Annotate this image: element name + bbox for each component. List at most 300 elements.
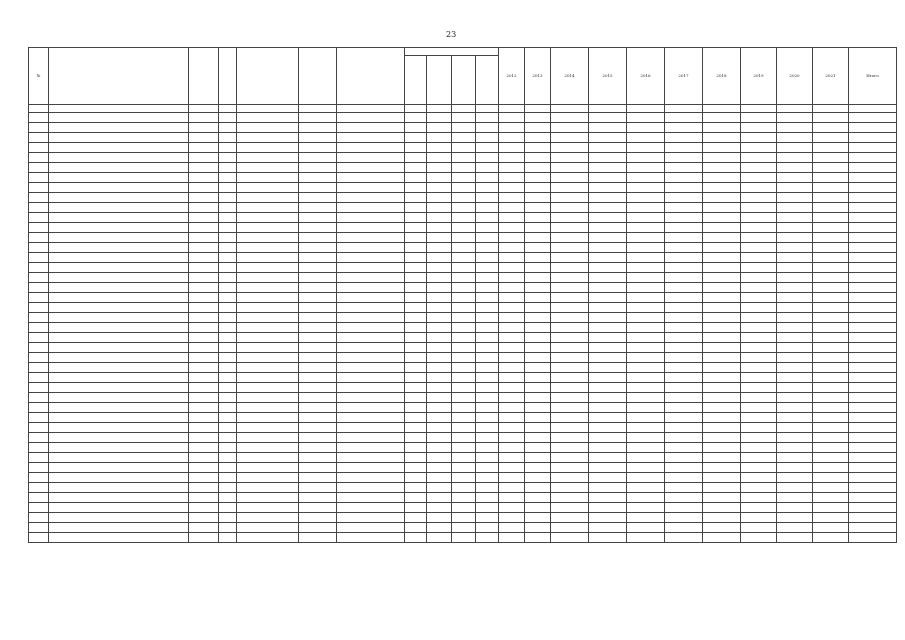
table-cell <box>777 133 813 143</box>
table-cell <box>405 253 427 263</box>
table-cell <box>703 213 741 223</box>
table-cell <box>452 413 476 423</box>
table-cell <box>427 453 452 463</box>
table-cell <box>551 413 589 423</box>
table-cell <box>405 203 427 213</box>
table-cell <box>337 473 405 483</box>
table-cell <box>299 223 337 233</box>
table-cell <box>405 383 427 393</box>
table-cell <box>849 113 897 123</box>
table-cell <box>703 143 741 153</box>
table-cell <box>299 143 337 153</box>
table-cell <box>299 163 337 173</box>
table-cell <box>551 143 589 153</box>
table-cell <box>427 513 452 523</box>
table-cell <box>777 143 813 153</box>
table-cell <box>849 333 897 343</box>
table-cell <box>849 313 897 323</box>
table-cell <box>189 463 219 473</box>
table-cell <box>777 293 813 303</box>
table-cell <box>337 203 405 213</box>
header-cell-year: 2013 <box>525 48 551 105</box>
table-cell <box>499 173 525 183</box>
table-cell <box>299 303 337 313</box>
table-row <box>29 363 897 373</box>
table-cell <box>741 193 777 203</box>
table-cell <box>337 143 405 153</box>
table-row <box>29 113 897 123</box>
table-cell <box>299 173 337 183</box>
table-cell <box>405 223 427 233</box>
table-cell <box>427 333 452 343</box>
table-cell <box>219 533 237 543</box>
table-cell <box>189 133 219 143</box>
table-cell <box>337 333 405 343</box>
table-cell <box>219 283 237 293</box>
table-cell <box>551 223 589 233</box>
table-cell <box>427 183 452 193</box>
table-cell <box>189 153 219 163</box>
table-cell <box>189 193 219 203</box>
table-cell <box>665 513 703 523</box>
table-cell <box>589 193 627 203</box>
table-cell <box>627 403 665 413</box>
table-cell <box>427 413 452 423</box>
table-cell <box>499 163 525 173</box>
table-cell <box>551 373 589 383</box>
table-cell <box>849 133 897 143</box>
table-cell <box>237 393 299 403</box>
table-cell <box>551 313 589 323</box>
table-row <box>29 463 897 473</box>
table-row <box>29 143 897 153</box>
table-cell <box>337 313 405 323</box>
table-cell <box>189 283 219 293</box>
table-cell <box>589 333 627 343</box>
table-cell <box>405 273 427 283</box>
table-cell <box>427 403 452 413</box>
table-cell <box>665 303 703 313</box>
table-cell <box>337 123 405 133</box>
table-cell <box>551 323 589 333</box>
table-cell <box>741 513 777 523</box>
table-cell <box>427 203 452 213</box>
table-cell <box>589 513 627 523</box>
table-cell <box>476 403 499 413</box>
table-cell <box>589 283 627 293</box>
table-cell <box>299 373 337 383</box>
table-row <box>29 413 897 423</box>
table-cell <box>777 443 813 453</box>
table-cell <box>219 183 237 193</box>
table-cell <box>665 463 703 473</box>
table-cell <box>665 213 703 223</box>
table-cell <box>49 363 189 373</box>
table-cell <box>452 273 476 283</box>
table-cell <box>777 503 813 513</box>
table-cell <box>405 423 427 433</box>
table-cell <box>237 463 299 473</box>
table-cell <box>405 183 427 193</box>
table-cell <box>627 293 665 303</box>
table-cell <box>299 403 337 413</box>
table-cell <box>551 443 589 453</box>
table-cell <box>405 433 427 443</box>
table-cell <box>49 283 189 293</box>
table-cell <box>49 223 189 233</box>
table-cell <box>299 383 337 393</box>
table-cell <box>849 233 897 243</box>
table-cell <box>499 213 525 223</box>
table-cell <box>499 373 525 383</box>
table-cell <box>849 383 897 393</box>
header-cell-codes <box>405 48 499 56</box>
table-cell <box>849 523 897 533</box>
table-cell <box>551 273 589 283</box>
table-cell <box>499 293 525 303</box>
table-cell <box>427 443 452 453</box>
table-cell <box>299 153 337 163</box>
table-cell <box>777 263 813 273</box>
table-cell <box>49 173 189 183</box>
table-cell <box>452 443 476 453</box>
table-cell <box>499 113 525 123</box>
table-cell <box>551 363 589 373</box>
table-cell <box>299 433 337 443</box>
table-cell <box>427 283 452 293</box>
table-cell <box>219 453 237 463</box>
table-cell <box>299 183 337 193</box>
table-cell <box>29 133 49 143</box>
table-cell <box>189 473 219 483</box>
table-cell <box>499 353 525 363</box>
table-cell <box>189 113 219 123</box>
table-cell <box>741 403 777 413</box>
table-cell <box>589 183 627 193</box>
table-cell <box>525 423 551 433</box>
table-cell <box>476 263 499 273</box>
table-row <box>29 333 897 343</box>
table-cell <box>219 443 237 453</box>
table-cell <box>337 373 405 383</box>
table-cell <box>476 483 499 493</box>
table-cell <box>589 163 627 173</box>
table-cell <box>499 503 525 513</box>
table-cell <box>29 493 49 503</box>
table-cell <box>703 283 741 293</box>
table-cell <box>405 473 427 483</box>
header-cell <box>405 105 427 113</box>
table-row <box>29 233 897 243</box>
table-cell <box>525 503 551 513</box>
table-cell <box>476 443 499 453</box>
table-cell <box>665 473 703 483</box>
table-cell <box>499 153 525 163</box>
table-cell <box>29 343 49 353</box>
table-cell <box>476 293 499 303</box>
table-cell <box>525 253 551 263</box>
table-cell <box>777 273 813 283</box>
table-cell <box>427 163 452 173</box>
table-cell <box>219 263 237 273</box>
table-cell <box>525 263 551 273</box>
table-cell <box>189 213 219 223</box>
table-cell <box>219 243 237 253</box>
table-cell <box>813 133 849 143</box>
table-cell <box>189 243 219 253</box>
table-cell <box>499 513 525 523</box>
table-cell <box>627 313 665 323</box>
table-cell <box>299 453 337 463</box>
table-cell <box>813 493 849 503</box>
table-cell <box>499 483 525 493</box>
table-cell <box>476 513 499 523</box>
table-cell <box>665 393 703 403</box>
table-row <box>29 513 897 523</box>
table-cell <box>337 533 405 543</box>
table-cell <box>29 423 49 433</box>
table-cell <box>525 313 551 323</box>
table-cell <box>665 163 703 173</box>
table-cell <box>525 273 551 283</box>
table-cell <box>499 493 525 503</box>
table-cell <box>427 193 452 203</box>
header-cell <box>219 105 237 113</box>
table-cell <box>452 353 476 363</box>
table-cell <box>703 163 741 173</box>
table-cell <box>189 533 219 543</box>
table-cell <box>452 393 476 403</box>
table-cell <box>452 283 476 293</box>
table-cell <box>813 503 849 513</box>
table-cell <box>741 253 777 263</box>
table-cell <box>189 403 219 413</box>
table-cell <box>499 273 525 283</box>
table-cell <box>589 303 627 313</box>
table-cell <box>337 193 405 203</box>
table-cell <box>551 113 589 123</box>
table-cell <box>337 403 405 413</box>
table-cell <box>813 323 849 333</box>
table-cell <box>777 333 813 343</box>
table-cell <box>452 213 476 223</box>
table-cell <box>237 293 299 303</box>
table-cell <box>29 283 49 293</box>
table-cell <box>337 353 405 363</box>
table-cell <box>499 453 525 463</box>
table-cell <box>551 253 589 263</box>
table-cell <box>49 133 189 143</box>
table-cell <box>589 243 627 253</box>
table-cell <box>49 493 189 503</box>
table-cell <box>476 233 499 243</box>
table-cell <box>813 123 849 133</box>
table-cell <box>189 333 219 343</box>
table-cell <box>849 423 897 433</box>
table-cell <box>189 233 219 243</box>
table-cell <box>589 143 627 153</box>
table-cell <box>237 253 299 263</box>
table-cell <box>189 123 219 133</box>
table-cell <box>777 453 813 463</box>
table-cell <box>405 323 427 333</box>
table-cell <box>476 333 499 343</box>
table-cell <box>777 173 813 183</box>
table-cell <box>452 493 476 503</box>
table-cell <box>337 303 405 313</box>
table-cell <box>741 333 777 343</box>
table-cell <box>219 313 237 323</box>
table-row <box>29 523 897 533</box>
table-cell <box>777 403 813 413</box>
table-cell <box>219 293 237 303</box>
table-cell <box>219 253 237 263</box>
table-cell <box>219 403 237 413</box>
table-cell <box>452 383 476 393</box>
table-cell <box>849 153 897 163</box>
table-cell <box>29 243 49 253</box>
table-cell <box>427 473 452 483</box>
table-cell <box>499 523 525 533</box>
table-cell <box>29 403 49 413</box>
table-cell <box>849 263 897 273</box>
table-cell <box>237 193 299 203</box>
table-cell <box>551 423 589 433</box>
table-cell <box>49 343 189 353</box>
table-cell <box>813 423 849 433</box>
table-cell <box>237 343 299 353</box>
table-cell <box>665 313 703 323</box>
table-cell <box>29 293 49 303</box>
table-cell <box>665 383 703 393</box>
table-cell <box>665 493 703 503</box>
table-cell <box>813 303 849 313</box>
table-cell <box>627 423 665 433</box>
table-cell <box>703 463 741 473</box>
table-cell <box>29 513 49 523</box>
table-cell <box>405 163 427 173</box>
table-cell <box>219 273 237 283</box>
table-cell <box>337 183 405 193</box>
table-cell <box>476 203 499 213</box>
table-cell <box>427 483 452 493</box>
table-cell <box>499 403 525 413</box>
table-cell <box>499 263 525 273</box>
table-cell <box>627 533 665 543</box>
table-cell <box>627 463 665 473</box>
table-cell <box>627 493 665 503</box>
table-cell <box>405 463 427 473</box>
table-cell <box>627 433 665 443</box>
table-cell <box>337 363 405 373</box>
table-cell <box>777 513 813 523</box>
table-cell <box>29 533 49 543</box>
table-cell <box>665 523 703 533</box>
table-row <box>29 323 897 333</box>
table-cell <box>525 353 551 363</box>
table-cell <box>551 343 589 353</box>
table-cell <box>189 253 219 263</box>
table-cell <box>849 483 897 493</box>
table-cell <box>29 273 49 283</box>
table-cell <box>299 443 337 453</box>
table-cell <box>405 363 427 373</box>
table-cell <box>427 303 452 313</box>
table-cell <box>337 323 405 333</box>
table-cell <box>525 133 551 143</box>
table-cell <box>703 473 741 483</box>
table-cell <box>427 323 452 333</box>
table-cell <box>499 203 525 213</box>
table-cell <box>405 413 427 423</box>
table-row <box>29 133 897 143</box>
table-cell <box>627 283 665 293</box>
table-cell <box>741 303 777 313</box>
table-cell <box>29 263 49 273</box>
table-cell <box>219 503 237 513</box>
table-cell <box>237 513 299 523</box>
table-cell <box>589 503 627 513</box>
table-cell <box>525 113 551 123</box>
table-cell <box>452 223 476 233</box>
table-cell <box>849 533 897 543</box>
table-cell <box>703 343 741 353</box>
table-cell <box>337 343 405 353</box>
table-cell <box>525 373 551 383</box>
table-cell <box>627 323 665 333</box>
table-cell <box>49 523 189 533</box>
header-row-index <box>29 105 897 113</box>
table-cell <box>299 213 337 223</box>
table-row <box>29 293 897 303</box>
table-cell <box>237 213 299 223</box>
table-cell <box>427 263 452 273</box>
table-cell <box>476 523 499 533</box>
table-row <box>29 153 897 163</box>
table-cell <box>405 153 427 163</box>
header-cell <box>299 105 337 113</box>
table-cell <box>237 263 299 273</box>
table-cell <box>49 483 189 493</box>
table-cell <box>452 513 476 523</box>
table-cell <box>551 293 589 303</box>
table-cell <box>813 363 849 373</box>
table-cell <box>551 473 589 483</box>
table-cell <box>849 513 897 523</box>
table-cell <box>627 123 665 133</box>
table-cell <box>189 503 219 513</box>
table-cell <box>237 353 299 363</box>
table-cell <box>427 223 452 233</box>
table-cell <box>703 223 741 233</box>
table-cell <box>452 243 476 253</box>
table-cell <box>49 383 189 393</box>
table-cell <box>703 483 741 493</box>
header-cell <box>476 105 499 113</box>
table-cell <box>813 343 849 353</box>
table-cell <box>237 173 299 183</box>
table-cell <box>189 513 219 523</box>
table-cell <box>427 243 452 253</box>
table-row <box>29 383 897 393</box>
table-cell <box>299 513 337 523</box>
table-cell <box>476 253 499 263</box>
table-cell <box>849 433 897 443</box>
table-cell <box>427 423 452 433</box>
table-cell <box>49 163 189 173</box>
table-cell <box>476 503 499 513</box>
header-cell <box>703 105 741 113</box>
